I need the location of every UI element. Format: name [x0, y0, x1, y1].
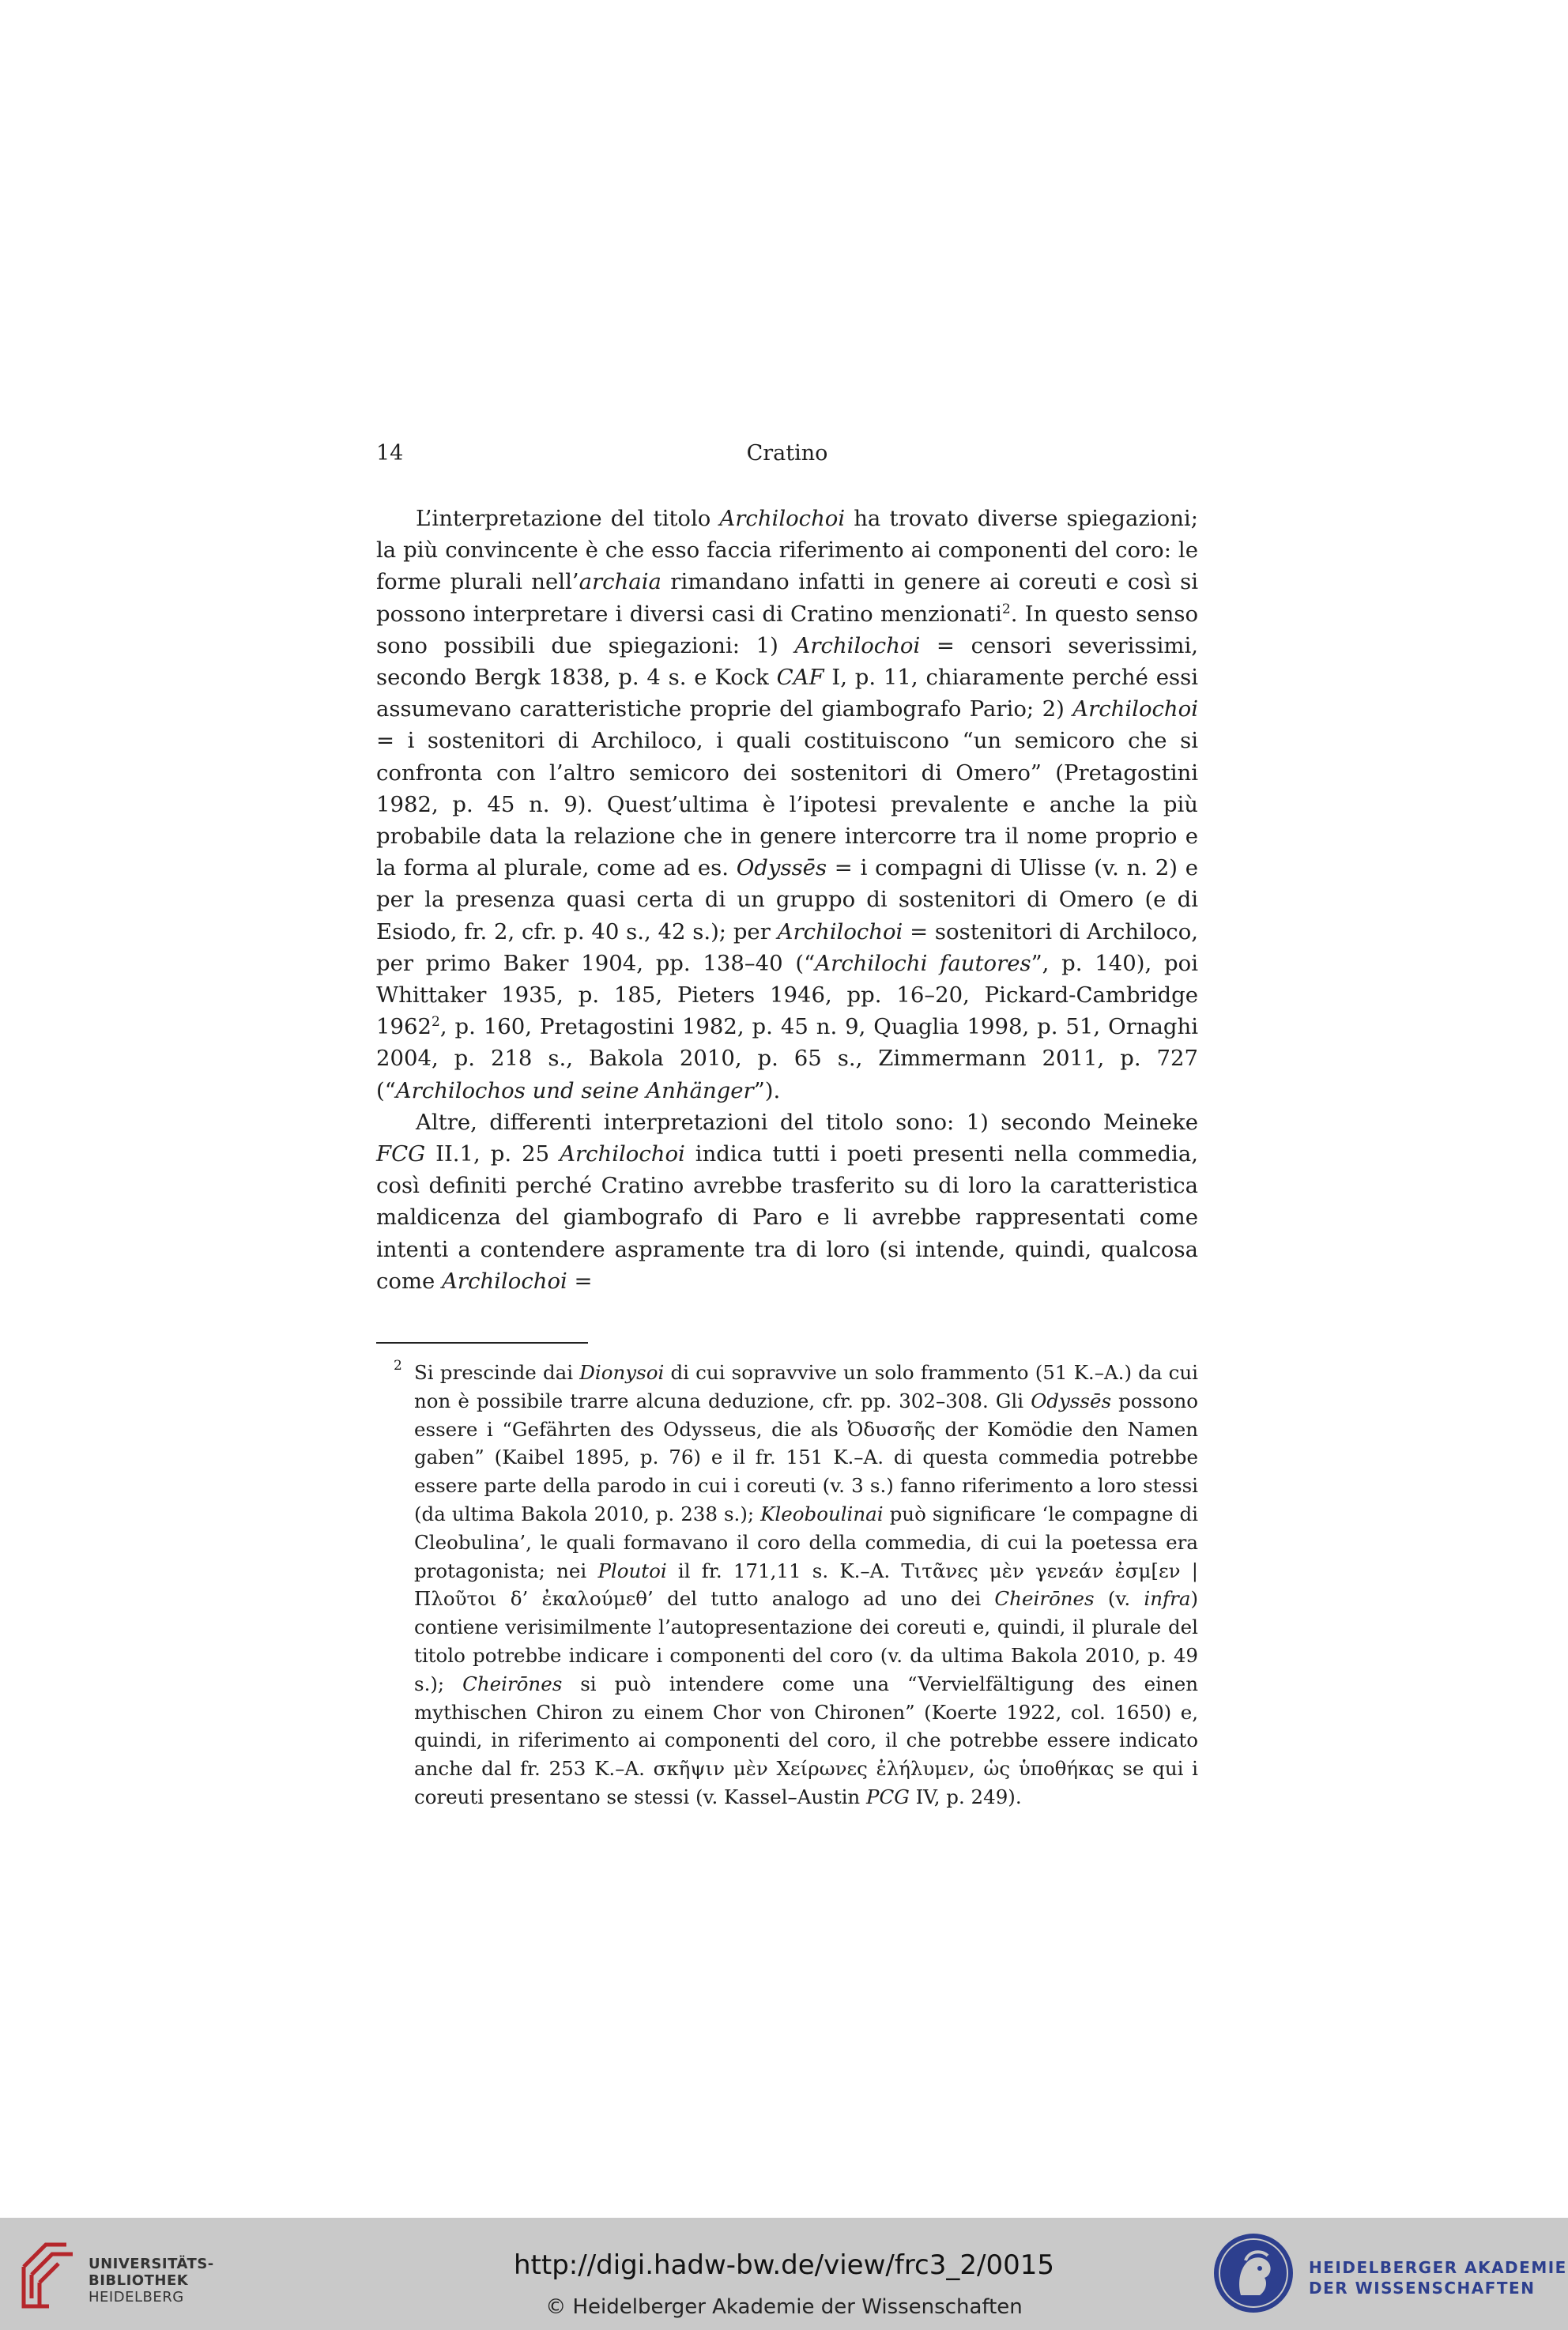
- italic-abbreviation: CAF: [776, 665, 824, 691]
- footer-bar: [0, 2218, 1568, 2330]
- permalink-url[interactable]: http://digi.hadw-bw.de/view/frc3_2/0015: [514, 2249, 1054, 2281]
- footnote-reference[interactable]: 2: [1001, 601, 1011, 617]
- italic-title: Archilochoi: [442, 1268, 567, 1294]
- hadw-emblem-icon: [1209, 2229, 1298, 2317]
- hadw-logo-text: [1309, 2257, 1567, 2298]
- body-text: [376, 503, 1198, 1297]
- italic-abbreviation: FCG: [376, 1141, 426, 1167]
- footnotes: [376, 1359, 1198, 1812]
- italic-term: archaia: [579, 569, 662, 595]
- page-number: 14: [376, 441, 404, 466]
- text-run: = i sostenitori di Archiloco, i quali costituiscono “un semicoro che si confronta con l’altro semicoro dei sostenitori di Omero” (Pretagostini 1982, p. 45 n. 9). Quest’ultima è l’ipotesi prevalente e anche la più probabile data la relazione che in genere intercorre tra il nome proprio e la forma al plurale, come ad es.: [376, 728, 1198, 881]
- italic-title: Ploutoi: [597, 1559, 667, 1582]
- ub-logo-line: UNIVERSITÄTS-: [89, 2256, 214, 2272]
- paragraph-2: [376, 1107, 1198, 1297]
- italic-title: Archilochoi: [794, 632, 921, 658]
- text-run: indica tutti i poeti presenti nella commedia, così definiti perché Cratino avrebbe trasferito su di loro la caratteristica maldicenza del giambografo di Paro e li avrebbe rappresentati come intenti a contendere aspramente tra di loro (si intende, quindi, qualcosa come: [376, 1141, 1198, 1294]
- text-run: possono essere i “Gefährten des Odysseus, die als Ὀδυσσῆς der Komödie den Namen gaben” (Kaibel 1895, p. 76) e il fr. 151 K.–A. di questa commedia potrebbe essere parte della parodo in cui i coreuti (v. 3 s.) fanno riferimento a loro stessi (da ultima Bakola 2010, p. 238 s.);: [414, 1389, 1198, 1525]
- text-run: ha trovato diverse spiegazioni; la più convincente è che esso faccia riferimento ai componenti del coro: le forme plurali nell’: [376, 506, 1198, 595]
- copyright-notice: © Heidelberger Akademie der Wissenschaften: [545, 2295, 1023, 2319]
- text-run: = censori severissimi, secondo Bergk 1838, p. 4 s. e Kock: [376, 632, 1198, 691]
- hadw-logo[interactable]: [1209, 2229, 1567, 2321]
- text-run: Altre, differenti interpretazioni del titolo sono: 1) secondo Meineke: [416, 1109, 1198, 1135]
- page-header: [376, 441, 1198, 473]
- footnote-separator: [376, 1342, 588, 1344]
- text-run: = sostenitori di Archiloco, per primo Baker 1904, pp. 138–40 (“: [376, 918, 1198, 976]
- text-run: L’interpretazione del titolo: [416, 506, 720, 531]
- text-run: . In questo senso sono possibili due spiegazioni: 1): [376, 601, 1198, 658]
- text-run: si può intendere come una “Vervielfältigung des einen mythischen Chiron zu einem Chor von Chironen” (Koerte 1922, col. 1650) e, quindi, in riferimento ai componenti del coro, il che potrebbe essere indicato anche dal fr. 253 K.–A. σκῆψιν μὲν Χείρωνες ἐλήλυμεν, ὡς ὑποθήκας se qui i coreuti presentano se stessi (v. Kassel–Austin: [414, 1672, 1198, 1808]
- text-run: II.1, p. 25: [425, 1141, 560, 1167]
- italic-title: Archilochoi: [777, 918, 903, 944]
- text-run: = i compagni di Ulisse (v. n. 2) e per la presenza quasi certa di un gruppo di sostenitori di Omero (e di Esiodo, fr. 2, cfr. p. 40 s., 42 s.); per: [376, 855, 1198, 944]
- text-run: =: [567, 1268, 593, 1294]
- text-run: I, p. 11, chiaramente perché essi assumevano caratteristiche proprie del giambografo Pario; 2): [376, 665, 1198, 722]
- ub-logo-line: BIBLIOTHEK: [89, 2272, 189, 2289]
- italic-title: Odyssēs: [1031, 1389, 1112, 1412]
- ub-logo-line: HEIDELBERG: [89, 2289, 184, 2305]
- text-run: ) contiene verisimilmente l’autopresentazione dei coreuti e, quindi, il plurale del titolo potrebbe indicare i componenti del coro (v. da ultima Bakola 2010, p. 49 s.);: [414, 1587, 1198, 1695]
- italic-quote: Archilochi fautores: [815, 950, 1031, 976]
- italic-title: Kleoboulinai: [760, 1502, 884, 1525]
- italic-title: Cheirōnes: [994, 1587, 1095, 1611]
- italic-quote: Archilochos und seine Anhänger: [395, 1077, 754, 1103]
- hadw-logo-line: DER WISSENSCHAFTEN: [1309, 2279, 1536, 2298]
- hadw-logo-line: HEIDELBERGER AKADEMIE: [1309, 2258, 1567, 2277]
- italic-title: Cheirōnes: [462, 1672, 563, 1695]
- italic-title: Archilochoi: [719, 506, 846, 531]
- text-run: può significare ‘le compagne di Cleobulina’, le quali formavano il coro della commedia, di cui la poetessa era protagonista; nei: [414, 1502, 1198, 1582]
- text-run: (v.: [1094, 1587, 1144, 1611]
- text-run: IV, p. 249).: [909, 1785, 1022, 1808]
- italic-title: Dionysoi: [579, 1361, 665, 1384]
- text-run: ”).: [753, 1077, 781, 1103]
- italic-abbreviation: PCG: [866, 1785, 910, 1808]
- text-run: Si prescinde dai: [414, 1361, 580, 1384]
- text-run: di cui sopravvive un solo frammento (51 K.–A.) da cui non è possibile trarre alcuna deduzione, cfr. pp. 302–308. Gli: [414, 1361, 1198, 1412]
- italic-title: Archilochoi: [560, 1141, 685, 1167]
- text-run: , p. 160, Pretagostini 1982, p. 45 n. 9, Quaglia 1998, p. 51, Ornaghi 2004, p. 218 s., Bakola 2010, p. 65 s., Zimmermann 2011, p. 727 (“: [376, 1014, 1198, 1103]
- italic-title: Odyssēs: [736, 855, 827, 881]
- running-title: Cratino: [746, 441, 828, 466]
- text-run: ”, p. 140), poi Whittaker 1935, p. 185, Pieters 1946, pp. 16–20, Pickard-Cambridge 1962: [376, 950, 1198, 1040]
- text-run: il fr. 171,11 s. K.–A. Τιτᾶνες μὲν γενεάν ἐσμ[εν | Πλοῦτοι δ’ ἐκαλούμεθ’ del tutto analogo ad uno dei: [414, 1559, 1198, 1611]
- italic-title: Archilochoi: [1072, 696, 1198, 722]
- edition-superscript: 2: [432, 1014, 440, 1031]
- footnote-marker: 2: [394, 1358, 402, 1374]
- paragraph-1: [376, 503, 1198, 1107]
- text-run: rimandano infatti in genere ai coreuti e così si possono interpretare i diversi casi di Cratino menzionati: [376, 569, 1198, 627]
- footnote-2: [376, 1359, 1198, 1812]
- italic-term: infra: [1144, 1587, 1191, 1611]
